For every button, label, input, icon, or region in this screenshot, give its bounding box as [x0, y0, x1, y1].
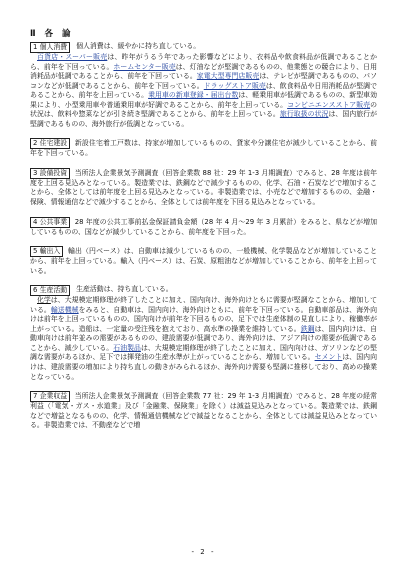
body-segment: 乗用車の新車登録・届出台数 [148, 91, 239, 100]
section-lead: 生産活動は、持ち直している。 [76, 285, 173, 294]
section-title: 1 個人消費 [30, 42, 70, 53]
section-trade [30, 246, 377, 276]
page-number: - 2 - [191, 548, 216, 556]
body-segment: は、国内旅行が堅調であるものの、海外旅行が低調となっている。 [30, 110, 378, 128]
section-heading: Ⅱ 各 論 [30, 29, 74, 39]
section-title: 4 公共事業 [30, 217, 70, 228]
body-segment: 家電大型専門店販売 [196, 72, 260, 81]
body-segment: をみると、自動車は、国内向け、海外向けともに、前年を下回っている。自動車部品は、海外向けは前年を上回っているものの、国内向けが前年を下回るものの、足下では生産体制の見直しにより、稼働率が上がっている。造船は、一定量の受注残を抱えており、高水準の操業を維持している。 [30, 305, 378, 333]
section-body [30, 168, 377, 208]
section-lead: 当所法人企業景気予測調査（回答企業数 77 社：29 年 1-3 月期調査）でみると、28 年度の経常利益（「電気・ガス・水道業」及び「金融業、保険業」を除く）は減益見込みとなっている。製造業では、鉄鋼などで増益となるものの、化学、情報通信機械などで減益となることから、全体としては減益見込みとなっている。非製造業では、不動産などで増 [30, 392, 377, 430]
body-segment: は、大規模定期修理が終了したことに加え、国内向けは、ガソリンなどの堅調な需要があるほか、足下では揮発油の生産水準が上がっていることから、増加している。 [30, 343, 378, 362]
section-housing [30, 138, 377, 159]
section-body [30, 391, 377, 431]
section-body [30, 53, 377, 129]
section-lead: 28 年度の公共工事前払金保証請負金額（28 年 4 月～29 年 3 月累計）をみると、県などが増加しているものの、国などが減少していることから、前年度を下回った。 [30, 217, 377, 236]
body-segment: は、昨年がうるう年であった影響などにより、衣料品や飲食料品が低調であることから、前年を下回っている。 [30, 53, 377, 71]
section-body [30, 217, 377, 238]
body-segment: セメント [314, 353, 343, 362]
section-title: 6 生産活動 [30, 285, 70, 296]
body-segment: 輸送機械 [50, 305, 79, 314]
body-segment: 石油製品 [113, 343, 141, 352]
body-segment: 化学 [37, 296, 51, 305]
body-segment: は、国内向けは、自動車向けは前年並みの需要があるものの、建設需要が低調であり、海外向けは、アジア向けの需要が低調であることから、減少している。 [30, 324, 378, 352]
body-segment: は、灯油などが堅調であるものの、他業態との競合により、日用消耗品が低調であることから、前年を下回っている。 [30, 62, 377, 81]
section-title: 3 設備投資 [30, 168, 70, 179]
section-lead: 新設住宅着工戸数は、持家が増加しているものの、貸家や分譲住宅が減少していることから、前年を下回っている。 [30, 139, 377, 158]
section-title: 7 企業収益 [30, 391, 70, 402]
body-segment: は、軽乗用車が低調であるものの、新型車効果により、小型乗用車や普通乗用車が好調であることから、前年を上回っている。 [30, 91, 378, 109]
body-segment: は、国内向けは、建設需要の増加により持ち直しの動きがみられるほか、海外向け需要も堅調に推移しており、高めの操業となっている。 [30, 353, 377, 381]
section-personal-consumption [30, 42, 377, 129]
section-public-works [30, 217, 377, 238]
section-lead: 個人消費は、緩やかに持ち直している。 [76, 42, 201, 50]
section-production [30, 285, 377, 382]
body-segment: ドラッグストア販売 [203, 81, 266, 90]
body-segment: は、大規模定期修理が終了したことに加え、国内向け、海外向けともに需要が堅調なことから、増加している。 [30, 296, 377, 314]
body-segment: コンビニエンスストア販売 [287, 100, 371, 109]
body-segment: 鉄鋼 [300, 324, 315, 333]
body-segment: 旅行取扱の状況 [279, 110, 329, 119]
section-title: 2 住宅建設 [30, 138, 70, 149]
body-segment: は、飲食料品や日用消耗品が堅調であることから、前年を上回っている。 [30, 81, 378, 100]
section-lead: 当所法人企業景気予測調査（回答企業数 88 社：29 年 1-3 月期調査）でみると、28 年度は前年度を上回る見込みとなっている。製造業では、鉄鋼などで減少するものの、化学、石油・石炭などで増加することから、全体としては前年度を上回る見込みとなっている。非製造業では、小売などで増加するものの、金融・保険、情報通信などで減少することから、全体としては前年度を下回る見込みとなっている。 [30, 168, 377, 207]
section-body [30, 138, 377, 159]
body-segment: は、テレビが堅調であるものの、パソコンなどが低調であることから、前年を下回っている。 [30, 72, 377, 90]
body-segment: ホームセンター販売 [113, 62, 176, 71]
body-segment: の状況は、飲料や惣菜などが引き続き堅調であることから、前年を上回っている。 [30, 100, 377, 119]
section-corporate-earnings [30, 391, 377, 431]
body-segment: 百貨店・スーパー販売 [37, 53, 108, 61]
section-lead: 輸出（円ベース）は、自動車は減少しているものの、一般機械、化学製品などが増加していることから、前年を上回っている。輸入（円ベース）は、石炭、原粗油などが増加していることから、前年を上回っている。 [30, 247, 377, 275]
section-capex [30, 168, 377, 208]
section-title: 5 輸出入 [30, 246, 63, 257]
section-body [30, 296, 377, 382]
section-body [30, 246, 377, 276]
